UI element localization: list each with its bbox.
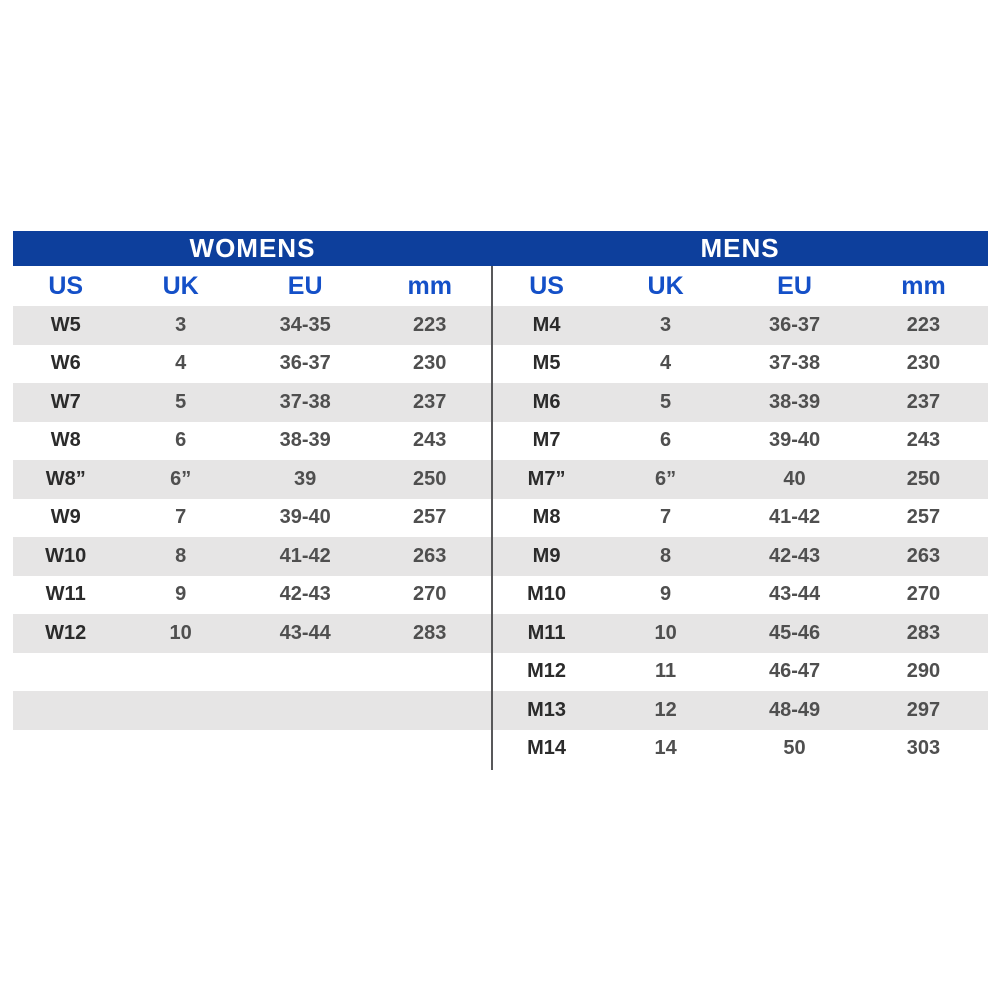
table-row	[13, 422, 492, 461]
table-row	[13, 460, 492, 499]
column-header-eu: EU	[287, 271, 323, 300]
mens-size-table	[492, 266, 988, 768]
value-cell: 5	[175, 390, 187, 413]
value-cell: 263	[413, 544, 447, 567]
us-size-cell: M11	[527, 621, 566, 644]
column-header-uk: UK	[647, 271, 684, 300]
value-cell: 46-47	[768, 660, 821, 683]
us-size-cell: W11	[45, 583, 86, 606]
column-header-us: US	[48, 271, 84, 300]
table-row	[492, 614, 988, 653]
table-row	[492, 306, 988, 345]
value-cell: 243	[906, 429, 941, 452]
table-body	[13, 266, 988, 768]
value-cell: 6	[175, 429, 187, 452]
value-cell: 38-39	[279, 429, 331, 452]
value-cell: 10	[654, 621, 677, 644]
table-row	[492, 383, 988, 422]
value-cell: 40	[783, 467, 806, 490]
value-cell: 37-38	[768, 352, 821, 375]
column-header-mm: mm	[407, 271, 452, 300]
value-cell: 4	[660, 352, 672, 375]
value-cell: 6	[660, 429, 672, 452]
value-cell: 42-43	[279, 583, 331, 606]
us-size-cell: M5	[532, 352, 561, 375]
womens-rows	[13, 306, 492, 768]
table-row	[13, 537, 492, 576]
us-size-cell: W9	[50, 506, 81, 529]
us-size-cell: W8”	[45, 467, 86, 490]
value-cell: 39-40	[279, 506, 331, 529]
table-row	[492, 422, 988, 461]
us-size-cell: W5	[50, 313, 81, 336]
value-cell: 41-42	[768, 506, 821, 529]
table-row	[13, 345, 492, 384]
value-cell: 7	[175, 506, 187, 529]
mens-rows	[492, 306, 988, 768]
value-cell: 283	[413, 621, 447, 644]
column-header-mm: mm	[901, 271, 946, 300]
value-cell: 237	[906, 390, 941, 413]
value-cell: 43-44	[279, 621, 331, 644]
table-row	[492, 576, 988, 615]
value-cell: 43-44	[768, 583, 821, 606]
value-cell: 4	[175, 352, 187, 375]
value-cell: 297	[906, 698, 941, 721]
value-cell: 230	[906, 352, 941, 375]
value-cell: 263	[906, 544, 941, 567]
section-divider-line	[491, 266, 493, 770]
value-cell: 257	[413, 506, 447, 529]
table-row	[492, 691, 988, 730]
table-row	[492, 653, 988, 692]
table-row	[492, 537, 988, 576]
us-size-cell: W7	[50, 390, 81, 413]
table-row	[492, 460, 988, 499]
value-cell: 8	[175, 544, 187, 567]
womens-column-header-row	[13, 266, 492, 306]
value-cell: 3	[660, 313, 672, 336]
us-size-cell: M13	[527, 698, 566, 721]
column-header-eu: EU	[777, 271, 812, 300]
value-cell: 270	[413, 583, 447, 606]
us-size-cell: W6	[50, 352, 81, 375]
value-cell: 45-46	[768, 621, 821, 644]
us-size-cell: W10	[45, 544, 87, 567]
value-cell: 14	[654, 737, 677, 760]
us-size-cell: M10	[527, 583, 566, 606]
value-cell: 223	[906, 313, 941, 336]
us-size-cell: M6	[532, 390, 561, 413]
table-row	[492, 730, 988, 769]
empty-table-row	[13, 653, 492, 692]
section-title-bar	[13, 231, 988, 266]
us-size-cell: M14	[527, 737, 566, 760]
value-cell: 270	[906, 583, 941, 606]
value-cell: 243	[413, 429, 447, 452]
value-cell: 7	[660, 506, 672, 529]
value-cell: 6”	[170, 467, 192, 490]
us-size-cell: W8	[50, 429, 81, 452]
value-cell: 250	[413, 467, 447, 490]
value-cell: 303	[906, 737, 941, 760]
value-cell: 36-37	[768, 313, 821, 336]
size-conversion-chart	[13, 231, 988, 768]
table-row	[13, 614, 492, 653]
mens-section-title: MENS	[700, 233, 780, 263]
mens-column-header-row	[492, 266, 988, 306]
us-size-cell: W12	[45, 621, 87, 644]
value-cell: 48-49	[768, 698, 821, 721]
value-cell: 37-38	[279, 390, 331, 413]
value-cell: 41-42	[279, 544, 331, 567]
table-row	[492, 499, 988, 538]
value-cell: 11	[655, 660, 677, 683]
value-cell: 42-43	[768, 544, 821, 567]
table-row	[492, 345, 988, 384]
value-cell: 223	[413, 313, 447, 336]
value-cell: 12	[654, 698, 677, 721]
table-row	[13, 383, 492, 422]
value-cell: 290	[906, 660, 941, 683]
womens-size-table	[13, 266, 492, 768]
value-cell: 230	[413, 352, 447, 375]
us-size-cell: M7	[532, 429, 561, 452]
us-size-cell: M8	[532, 506, 561, 529]
value-cell: 257	[906, 506, 941, 529]
us-size-cell: M12	[527, 660, 566, 683]
empty-table-row	[13, 691, 492, 730]
value-cell: 39-40	[768, 429, 821, 452]
table-row	[13, 306, 492, 345]
value-cell: 5	[660, 390, 672, 413]
value-cell: 237	[413, 390, 447, 413]
value-cell: 8	[660, 544, 672, 567]
table-row	[13, 499, 492, 538]
value-cell: 6”	[655, 467, 677, 490]
us-size-cell: M4	[532, 313, 561, 336]
value-cell: 250	[906, 467, 941, 490]
empty-table-row	[13, 730, 492, 769]
value-cell: 50	[783, 737, 806, 760]
value-cell: 36-37	[279, 352, 331, 375]
value-cell: 38-39	[768, 390, 821, 413]
value-cell: 3	[175, 313, 187, 336]
womens-section-title: WOMENS	[189, 233, 316, 263]
value-cell: 39	[294, 467, 317, 490]
us-size-cell: M7”	[527, 467, 566, 490]
value-cell: 34-35	[279, 313, 331, 336]
value-cell: 10	[169, 621, 192, 644]
us-size-cell: M9	[532, 544, 561, 567]
column-header-us: US	[529, 271, 564, 300]
value-cell: 9	[175, 583, 187, 606]
value-cell: 283	[906, 621, 941, 644]
table-row	[13, 576, 492, 615]
column-header-uk: UK	[162, 271, 199, 300]
value-cell: 9	[660, 583, 672, 606]
